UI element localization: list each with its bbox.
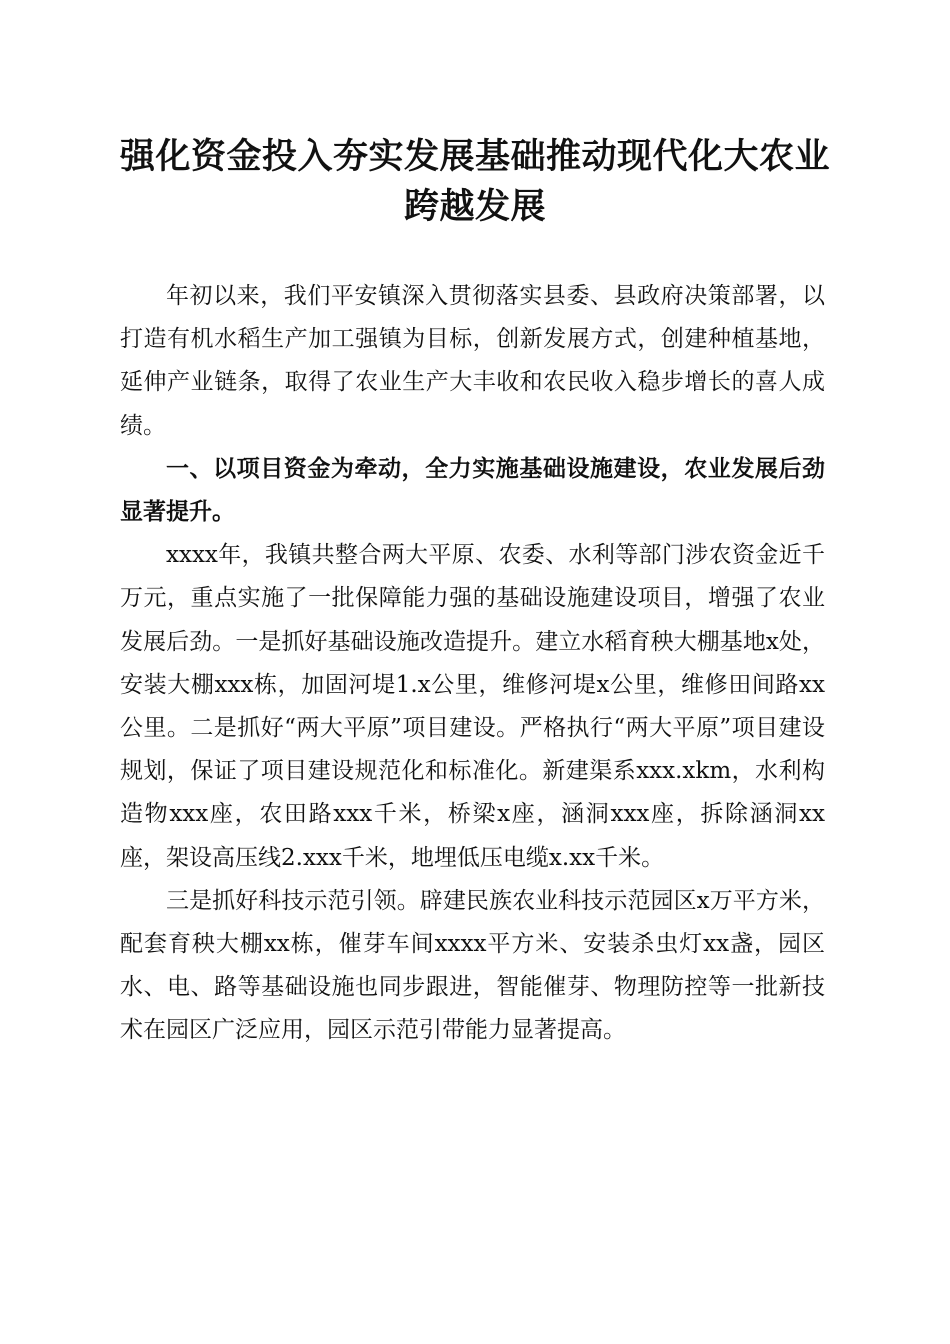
section-heading-1: 一、以项目资金为牵动，全力实施基础设施建设，农业发展后劲显著提升。 xyxy=(120,455,825,526)
intro-paragraph: 年初以来，我们平安镇深入贯彻落实县委、县政府决策部署，以打造有机水稻生产加工强镇为目标，创新发展方式，创建种植基地，延伸产业链条，取得了农业生产大丰收和农民收入稳步增长的喜人成绩。 xyxy=(120,283,825,439)
body-paragraph-tech-demo: 三是抓好科技示范引领。辟建民族农业科技示范园区x万平方米，配套育秧大棚xx栋，催芽车间xxxx平方米、安装杀虫灯xx盏，园区水、电、路等基础设施也同步跟进，智能催芽、物理防控等一批新技术在园区广泛应用，园区示范引带能力显著提高。 xyxy=(120,887,825,1044)
body-paragraph-infrastructure: xxxx年，我镇共整合两大平原、农委、水利等部门涉农资金近千万元，重点实施了一批保障能力强的基础设施建设项目，增强了农业发展后劲。一是抓好基础设施改造提升。建立水稻育秧大棚基地x处，安装大棚xxx栋，加固河堤1.x公里，维修河堤x公里，维修田间路xx公里。二是抓好“两大平原”项目建设。严格执行“两大平原”项目建设规划，保证了项目建设规范化和标准化。新建渠系xxx.xkm，水利构造物xxx座，农田路xxx千米，桥梁x座，涵洞xxx座，拆除涵洞xx座，架设高压线2.xxx千米，地埋低压电缆x.xx千米。 xyxy=(120,542,825,871)
document-body xyxy=(120,275,825,1053)
document-title: 强化资金投入夯实发展基础推动现代化大农业跨越发展 xyxy=(119,136,830,227)
